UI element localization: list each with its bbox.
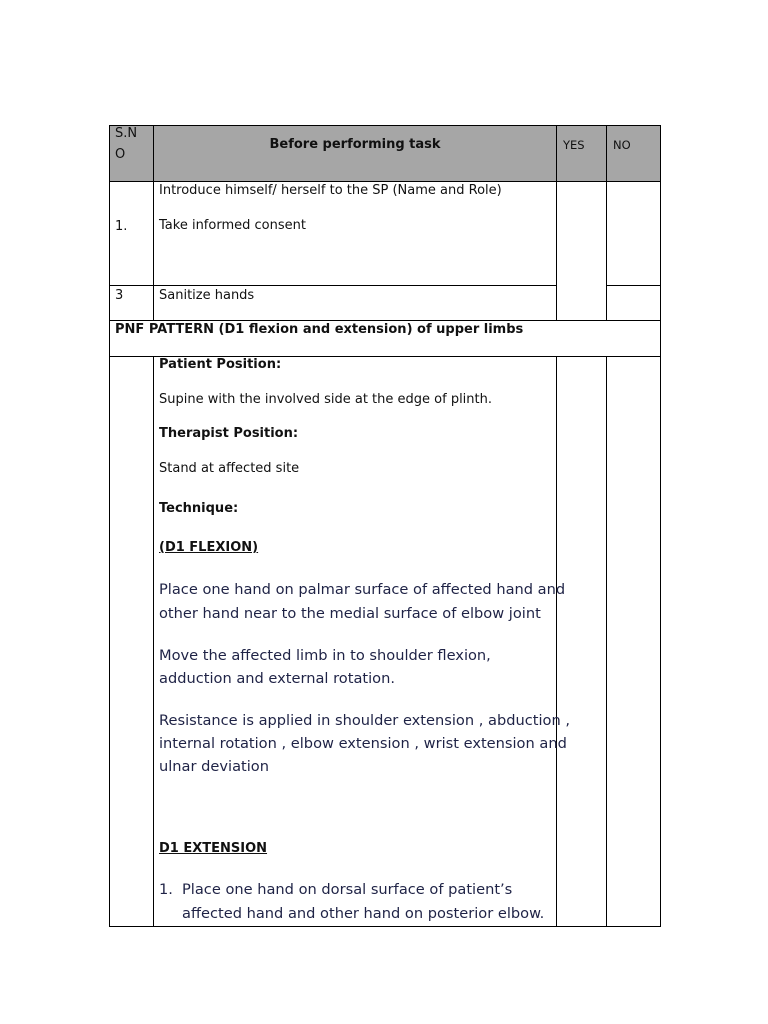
row-divider-2 — [109, 320, 661, 321]
header-task: Before performing task — [269, 137, 441, 152]
header-sno-line2: O — [115, 147, 126, 162]
d1-flexion-label: (D1 FLEXION) — [159, 540, 259, 555]
therapist-position-label: Therapist Position: — [159, 426, 299, 441]
patient-position-text: Supine with the involved side at the edge of plinth. — [159, 392, 492, 407]
col-yes-divider-bottom — [606, 356, 607, 927]
header-no: NO — [613, 138, 631, 152]
col-sno-divider-bottom — [153, 356, 154, 927]
patient-position-label: Patient Position: — [159, 357, 282, 372]
flexion-p2-line1: Move the affected limb in to shoulder flexion, — [159, 647, 491, 664]
table-border-bottom — [109, 926, 661, 927]
flexion-p3-line3: ulnar deviation — [159, 758, 269, 775]
flexion-p3-line2: internal rotation , elbow extension , wrist extension and — [159, 735, 567, 752]
col-yes-divider-top — [606, 125, 607, 321]
row1-item-introduce: Introduce himself/ herself to the SP (Name and Role) — [159, 183, 502, 198]
flexion-p3-line1: Resistance is applied in shoulder extension , abduction , — [159, 712, 570, 729]
col-task-divider-bottom — [556, 356, 557, 927]
row1-item-consent: Take informed consent — [159, 218, 306, 233]
therapist-position-text: Stand at affected site — [159, 461, 300, 476]
extension-item-line2: affected hand and other hand on posterior elbow. — [182, 905, 545, 922]
header-sno-line1: S.N — [115, 126, 138, 141]
row2-item-sanitize: Sanitize hands — [159, 288, 255, 303]
table-border-left — [109, 125, 110, 927]
row2-sno: 3 — [115, 288, 124, 303]
header-divider — [109, 181, 661, 182]
table-border-right — [660, 125, 661, 927]
table-header-background — [109, 126, 660, 181]
flexion-p2-line2: adduction and external rotation. — [159, 670, 395, 687]
col-sno-divider-top — [153, 125, 154, 321]
col-task-divider-top — [556, 125, 557, 321]
flexion-p1-line1: Place one hand on palmar surface of affected hand and — [159, 581, 566, 598]
header-yes: YES — [563, 138, 585, 152]
row1-sno: 1. — [115, 219, 128, 234]
extension-item-line1: Place one hand on dorsal surface of patient’s — [182, 881, 513, 898]
extension-item-number: 1. — [159, 881, 173, 898]
d1-extension-label: D1 EXTENSION — [159, 841, 268, 856]
technique-label: Technique: — [159, 501, 239, 516]
section-title: PNF PATTERN (D1 flexion and extension) of upper limbs — [115, 322, 524, 337]
row-divider-1-left — [109, 285, 557, 286]
flexion-p1-line2: other hand near to the medial surface of elbow joint — [159, 605, 541, 622]
row-divider-1-no — [607, 285, 661, 286]
table-border-top — [109, 125, 661, 126]
